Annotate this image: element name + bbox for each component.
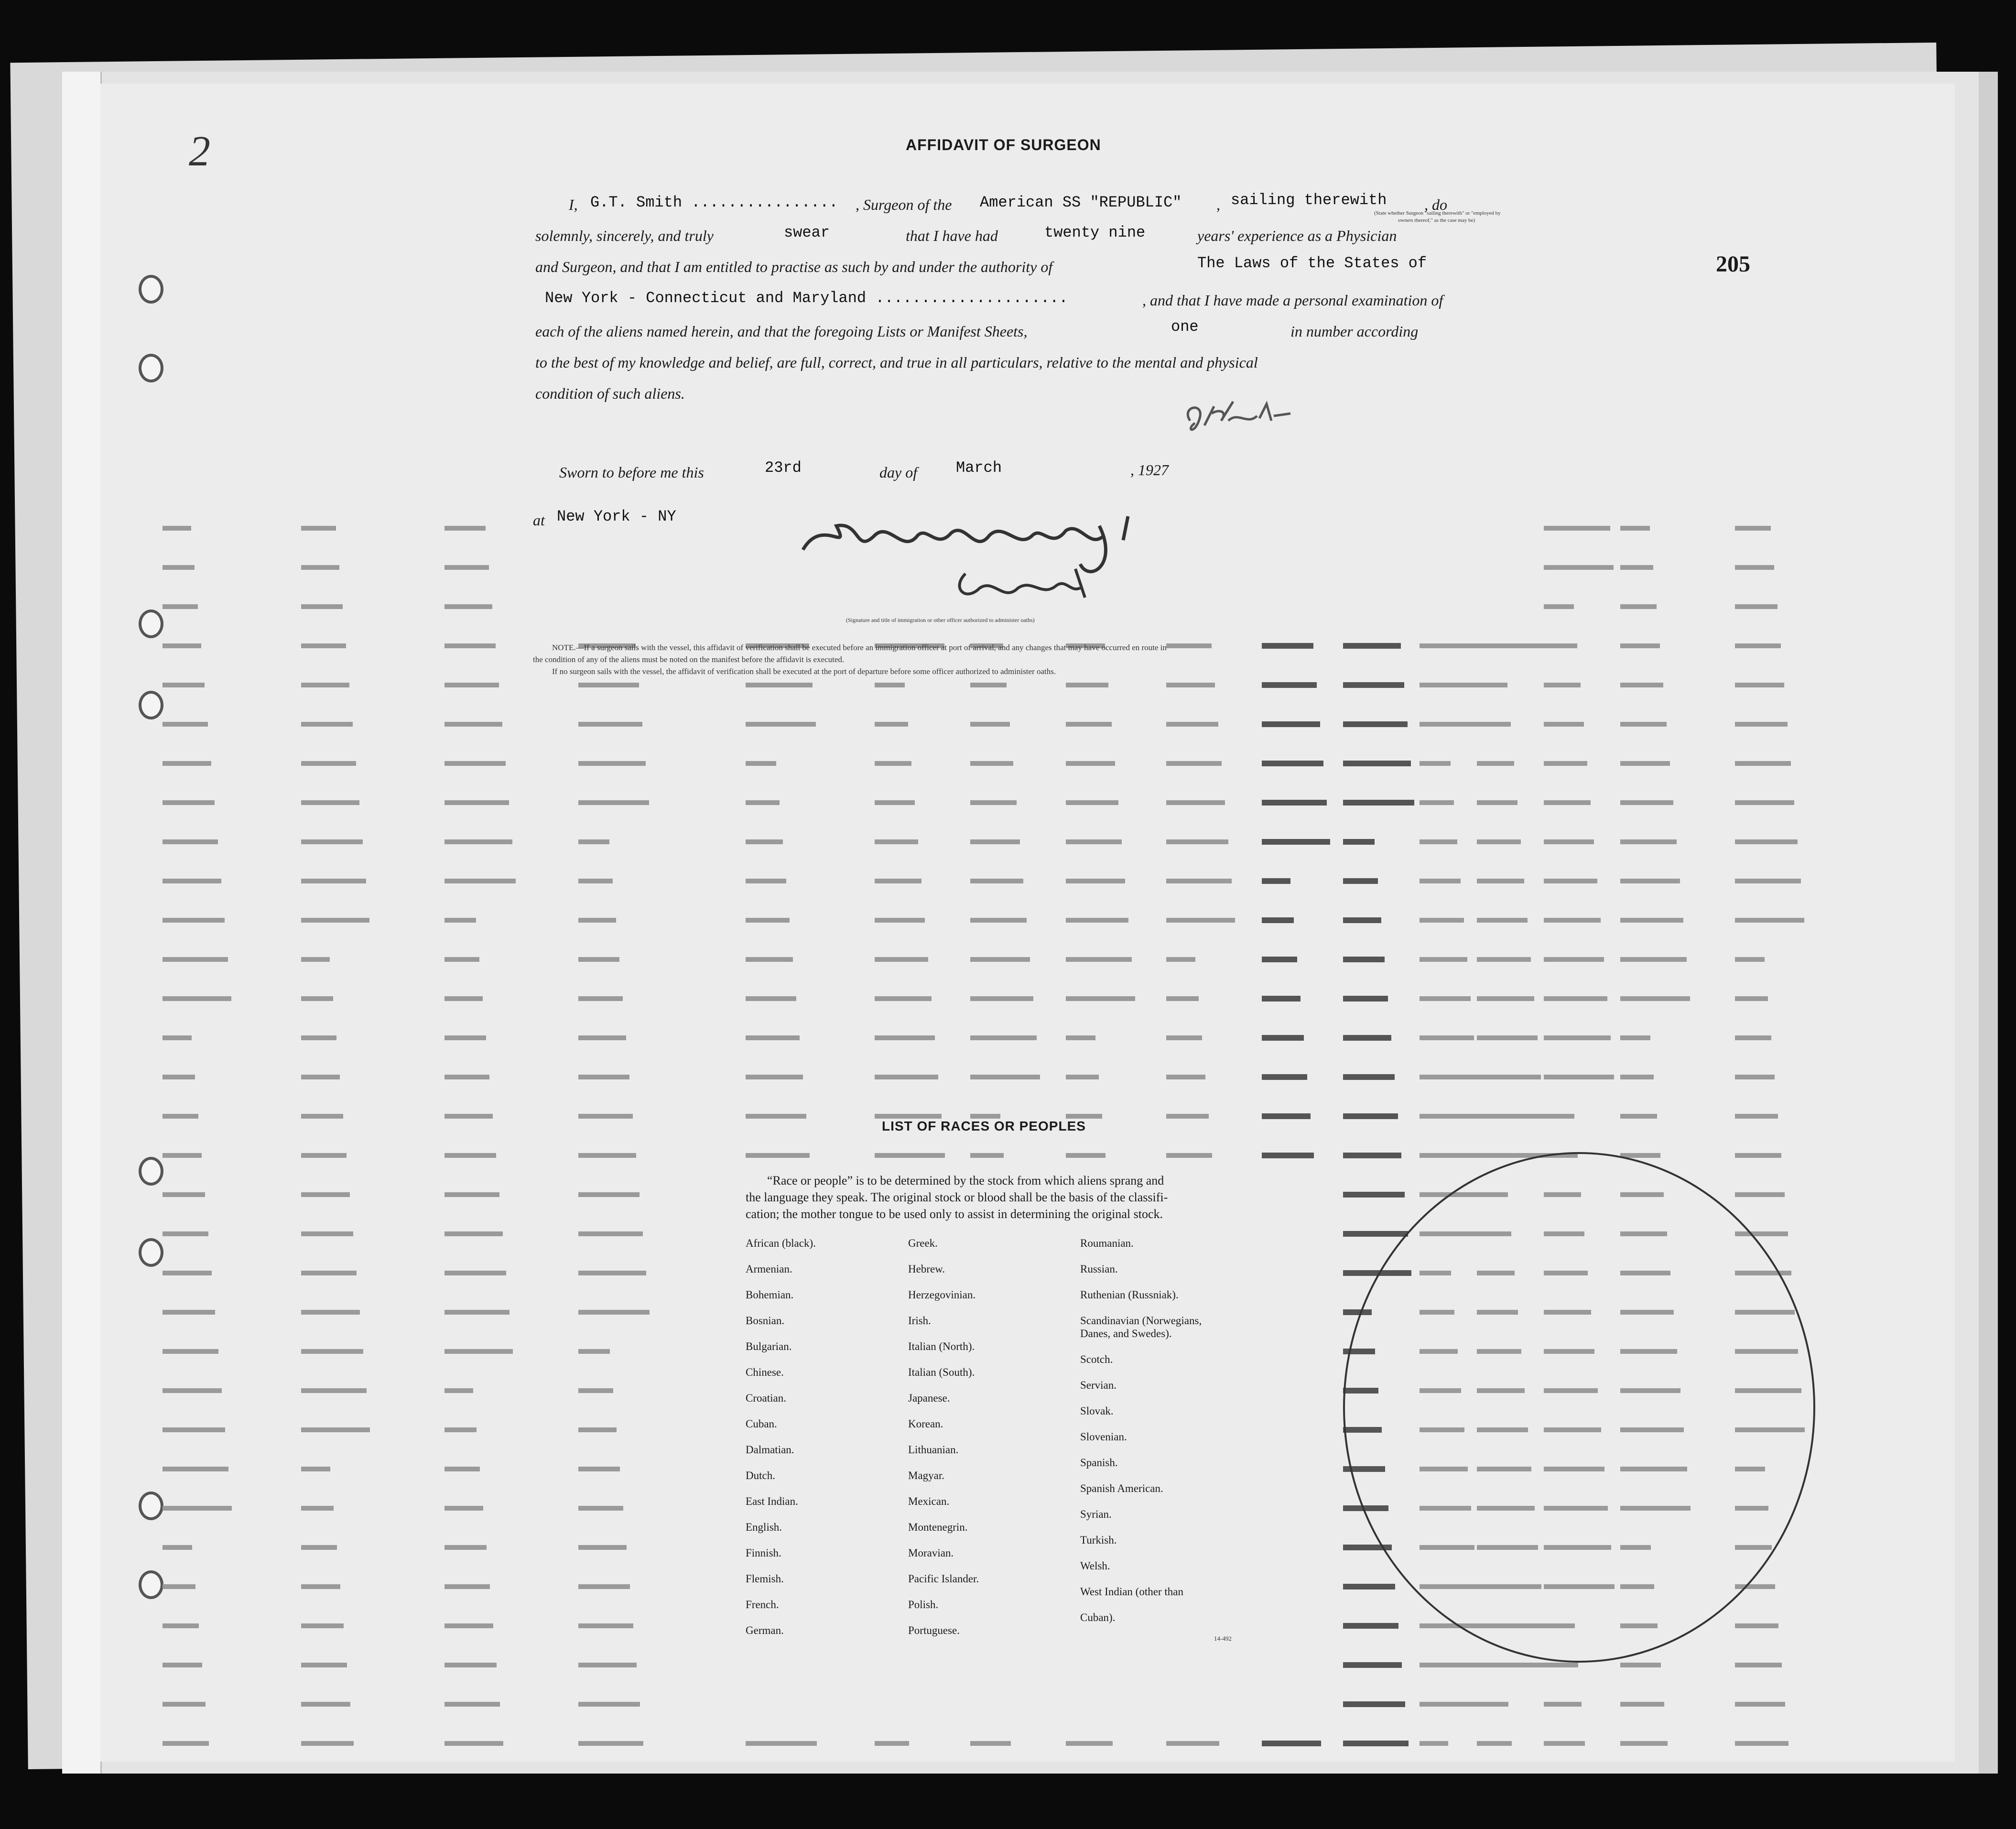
race-item: Greek. [908, 1237, 938, 1249]
binder-hole-icon [139, 1238, 163, 1267]
race-item: Magyar. [908, 1470, 945, 1481]
officer-signature [793, 507, 1176, 617]
race-item: Lithuanian. [908, 1444, 959, 1456]
race-item: Turkish. [1080, 1534, 1117, 1546]
race-item: Dutch. [746, 1470, 775, 1481]
form-code: 14-492 [1214, 1635, 1232, 1642]
sailing-status: sailing therewith [1231, 191, 1387, 209]
race-item: Mexican. [908, 1495, 950, 1507]
sworn-year: , 1927 [1130, 461, 1169, 479]
affidavit-line3-prefix: and Surgeon, and that I am entitled to practise as such by and under the authority of [535, 258, 1053, 275]
sworn-prefix: Sworn to before me this [559, 464, 704, 481]
races-para-line1: “Race or people” is to be determined by the stock from which aliens sprang and [767, 1174, 1164, 1187]
affidavit-line1-sep: , [1216, 196, 1220, 213]
race-item: Cuban). [1080, 1611, 1116, 1623]
note-line3: If no surgeon sails with the vessel, the affidavit of verification shall be executed at the port of departure before some officer authorized to administer oaths. [552, 667, 1056, 676]
affidavit-line1-end: , do [1424, 196, 1447, 213]
race-item: Italian (North). [908, 1340, 975, 1352]
race-item: East Indian. [746, 1495, 798, 1507]
oath-type: swear [784, 224, 830, 241]
race-item: Servian. [1080, 1379, 1117, 1391]
race-item: Russian. [1080, 1263, 1118, 1275]
sailing-small-note-1: (State whether Surgeon "sailing therewith" or "employed by [1374, 210, 1501, 216]
race-item: Slovenian. [1080, 1431, 1127, 1443]
race-item: Syrian. [1080, 1508, 1112, 1520]
vessel-name: American SS "REPUBLIC" [980, 194, 1182, 211]
race-item: Scandinavian (Norwegians, [1080, 1315, 1202, 1327]
race-item: Italian (South). [908, 1366, 975, 1378]
binder-hole-icon [139, 354, 163, 382]
races-para-line3: cation; the mother tongue to be used only to assist in determining the original stock. [746, 1207, 1163, 1221]
race-item: Flemish. [746, 1573, 784, 1585]
race-item: Roumanian. [1080, 1237, 1134, 1249]
affidavit-line6: to the best of my knowledge and belief, are full, correct, and true in all particulars, relative to the mental and physical [535, 354, 1258, 371]
race-item: Korean. [908, 1418, 943, 1430]
surgeon-signature [1176, 392, 1300, 445]
sworn-month: March [956, 459, 1002, 477]
binder-hole-icon [139, 1570, 163, 1599]
races-para-line2: the language they speak. The original stock or blood shall be the basis of the classifi- [746, 1190, 1168, 1204]
page-edge-strip [62, 72, 102, 1774]
race-item: African (black). [746, 1237, 816, 1249]
circle-stamp [1343, 1152, 1815, 1663]
race-item: Finnish. [746, 1547, 781, 1559]
race-item: Herzegovinian. [908, 1289, 976, 1301]
affidavit-line5-end: in number according [1290, 323, 1419, 340]
binder-hole-icon [139, 1157, 163, 1186]
race-item: Bohemian. [746, 1289, 794, 1301]
race-item: Cuban. [746, 1418, 777, 1430]
sheet-count: one [1171, 318, 1199, 336]
race-item: Spanish. [1080, 1457, 1118, 1469]
race-item: Ruthenian (Russniak). [1080, 1289, 1179, 1301]
race-item: Hebrew. [908, 1263, 945, 1275]
race-item: Polish. [908, 1599, 939, 1611]
corner-mark: 2 [189, 128, 210, 175]
race-item: Croatian. [746, 1392, 786, 1404]
surgeon-name: G.T. Smith ................ [590, 194, 838, 211]
page-number: 205 [1716, 251, 1750, 277]
race-item: Pacific Islander. [908, 1573, 979, 1585]
race-item: Bosnian. [746, 1315, 785, 1327]
races-title: LIST OF RACES OR PEOPLES [882, 1119, 1086, 1133]
race-item: Dalmatian. [746, 1444, 794, 1456]
race-item: Armenian. [746, 1263, 792, 1275]
race-item: Bulgarian. [746, 1340, 792, 1352]
sailing-small-note-2: owners thereof," as the case may be) [1398, 218, 1475, 223]
affidavit-title: AFFIDAVIT OF SURGEON [906, 136, 1101, 153]
binder-hole-icon [139, 610, 163, 638]
race-item: Japanese. [908, 1392, 950, 1404]
affidavit-line2-mid: that I have had [906, 227, 998, 244]
authority-continued: New York - Connecticut and Maryland ..................... [545, 289, 1068, 307]
sworn-day: 23rd [765, 459, 802, 477]
binder-hole-icon [139, 1492, 163, 1520]
race-item: Spanish American. [1080, 1482, 1163, 1494]
race-item: Scotch. [1080, 1353, 1113, 1365]
affidavit-line1-mid: , Surgeon of the [856, 196, 952, 213]
place-value: New York - NY [557, 508, 676, 525]
race-item: English. [746, 1521, 782, 1533]
binder-hole-icon [139, 275, 163, 304]
affidavit-line2-end: years' experience as a Physician [1197, 227, 1397, 244]
official-caption: (Signature and title of immigration or other officer authorized to administer oaths) [846, 617, 1035, 623]
note-line1: NOTE.—If a surgeon sails with the vessel, this affidavit of verification shall be executed before an immigration officer at port of arrival, and any changes that may have occurred en route in [552, 643, 1167, 652]
place-prefix: at [533, 512, 545, 529]
affidavit-line4-end: , and that I have made a personal examination of [1142, 292, 1443, 309]
race-item: Chinese. [746, 1366, 784, 1378]
note-line2: the condition of any of the aliens must be noted on the manifest before the affidavit is executed. [533, 655, 845, 664]
race-item: Portuguese. [908, 1624, 960, 1636]
affidavit-line1-prefix: I, [569, 196, 578, 213]
race-item: Irish. [908, 1315, 931, 1327]
race-item: Danes, and Swedes). [1080, 1328, 1172, 1339]
race-item: West Indian (other than [1080, 1586, 1183, 1598]
sworn-mid: day of [879, 464, 918, 481]
race-item: Slovak. [1080, 1405, 1114, 1417]
years-experience: twenty nine [1044, 224, 1146, 241]
affidavit-line7: condition of such aliens. [535, 385, 685, 402]
race-item: Moravian. [908, 1547, 954, 1559]
binder-hole-icon [139, 691, 163, 719]
authority: The Laws of the States of [1197, 254, 1427, 272]
affidavit-line5-prefix: each of the aliens named herein, and that the foregoing Lists or Manifest Sheets, [535, 323, 1028, 340]
race-item: Welsh. [1080, 1560, 1110, 1572]
affidavit-line2-prefix: solemnly, sincerely, and truly [535, 227, 714, 244]
race-item: Montenegrin. [908, 1521, 968, 1533]
race-item: German. [746, 1624, 784, 1636]
race-item: French. [746, 1599, 779, 1611]
